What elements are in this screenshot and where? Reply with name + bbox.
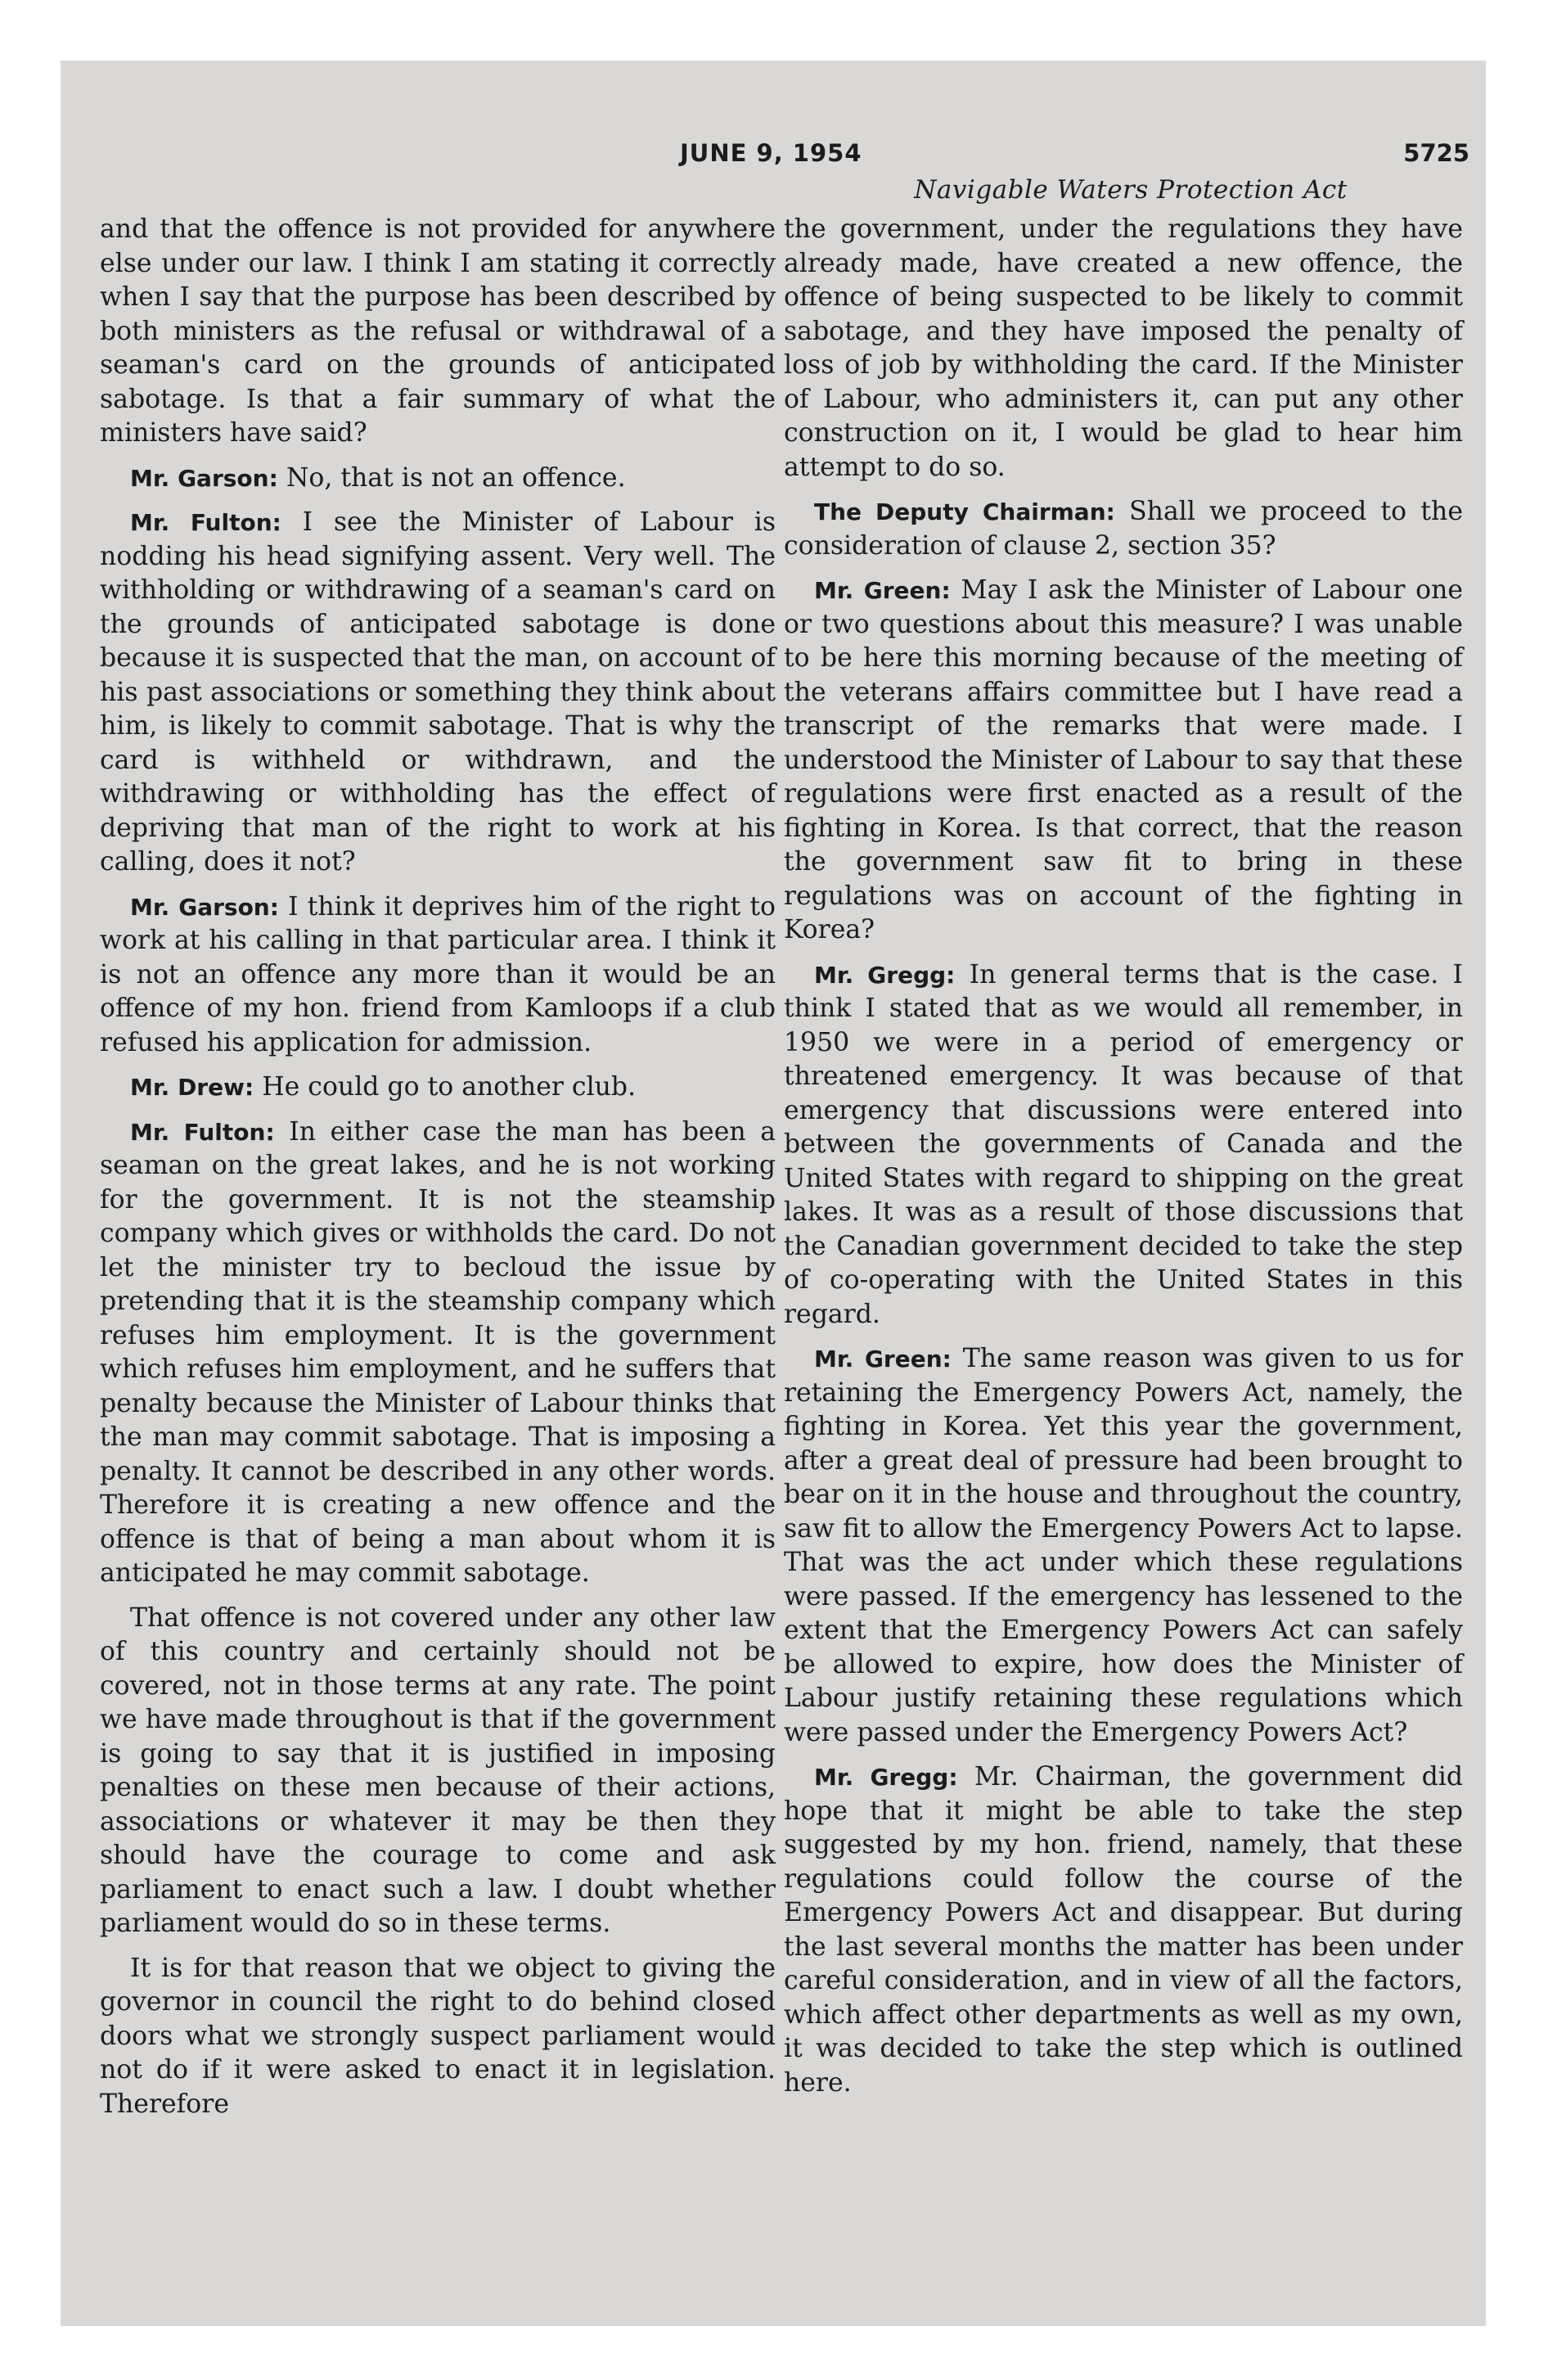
paragraph-text: I think it deprives him of the right to work at his calling in that particular area. I think it is not an offence any more than it would be an offence of my hon. friend from Kamloops if a club refused his application for admission. [100,891,776,1057]
paragraph-text: In general terms that is the case. I think I stated that as we would all remember, in 1950 we were in a period of emergency or threatened emergency. It was because of that emergency that discussions were entered into between the governments of Canada and the United States with regard to shipping on the great lakes. It was as a result of those discussions that the Canadian government decided to take the step of co-operating with the United States in this regard. [784,959,1463,1329]
right-column [784,213,1463,2111]
paragraph-text: He could go to another club. [262,1072,637,1102]
running-title: Navigable Waters Protection Act [914,175,1348,205]
paragraph-text: the government, under the regulations they have already made, have created a new offence, the offence of being suspected to be likely to commit sabotage, and they have imposed the penalty of loss of job by withholding the card. If the Minister of Labour, who administers it, can put any other construction on it, I would be glad to hear him attempt to do so. [784,214,1463,482]
left-column [100,213,776,2132]
paragraph [100,1952,776,2122]
paragraph [784,1760,1463,2100]
paragraph [784,213,1463,485]
page-header [79,131,1469,205]
paragraph [784,1342,1463,1750]
hansard-page [79,131,1469,2300]
speaker-name: Mr. Fulton: [130,509,281,536]
paragraph [100,213,776,451]
speaker-name: Mr. Garson: [130,893,279,921]
paragraph [784,495,1463,563]
paragraph-text: It is for that reason that we object to giving the governor in council the right to do behind closed doors what we strongly suspect parliament would not do if it were asked to enact it in legislation. Therefore [100,1953,776,2119]
paragraph-text: Shall we proceed to the consideration of clause 2, section 35? [784,497,1463,561]
speaker-name: Mr. Gregg: [814,1764,958,1791]
paragraph-text: and that the offence is not provided for anywhere else under our law. I think I am stating it correctly when I say that the purpose has been described by both ministers as the refusal or withdrawal of a seaman's card on the grounds of anticipated sabotage. Is that a fair summary of what the ministers have said? [100,214,776,448]
paragraph [100,462,776,496]
paragraph-text: That offence is not covered under any other law of this country and certainly should not be covered, not in those terms at any rate. The point we have made throughout is that if the government is going to say that it is justified in imposing penalties on these men because of their actions, associations or whatever it may be then they should have the courage to come and ask parliament to enact such a law. I doubt whether parliament would do so in these terms. [100,1602,776,1938]
paragraph [784,574,1463,948]
speaker-name: Mr. Gregg: [814,961,956,989]
paragraph-text: May I ask the Minister of Labour one or two questions about this measure? I was unable to be here this morning because of the meeting of the veterans affairs committee but I have read a transcript of the remarks that were made. I understood the Minister of Labour to say that these regulations were first enacted as a result of the fighting in Korea. Is that correct, that the reason the government saw fit to bring in these regulations was on account of the fighting in Korea? [784,575,1464,944]
paragraph [100,1602,776,1941]
speaker-name: Mr. Garson: [130,464,278,492]
paragraph-text: I see the Minister of Labour is nodding his head signifying assent. Very well. The withholding or withdrawing of a seaman's card on the grounds of anticipated sabotage is done because it is suspected that the man, on account of his past associations or something they think about him, is likely to commit sabotage. That is why the card is withheld or withdrawn, and the withdrawing or withholding has the effect of depriving that man of the right to work at his calling, does it not? [100,507,776,877]
speaker-name: Mr. Drew: [130,1074,254,1101]
paragraph-text: Mr. Chairman, the government did hope that it might be able to take the step suggested by my hon. friend, namely, that these regulations could follow the course of the Emergency Powers Act and disappear. But during the last several months the matter has been under careful consideration, and in view of all the factors, which affect other departments as well as my own, it was decided to take the step which is outlined here. [784,1762,1463,2098]
paragraph [100,890,776,1061]
paragraph-text: The same reason was given to us for retaining the Emergency Powers Act, namely, the fighting in Korea. Yet this year the government, after a great deal of pressure had been brought to bear on it in the house and throughout the country, saw fit to allow the Emergency Powers Act to lapse. That was the act under which these regulations were passed. If the emergency has lessened to the extent that the Emergency Powers Act can safely be allowed to expire, how does the Minister of Labour justify retaining these regulations which were passed under the Emergency Powers Act? [784,1344,1463,1747]
page-date: JUNE 9, 1954 [680,139,862,167]
paragraph [100,506,776,880]
paragraph [100,1116,776,1591]
paragraph [100,1071,776,1105]
page-number: 5725 [1403,139,1469,167]
speaker-name: Mr. Green: [814,577,951,604]
paragraph-text: In either case the man has been a seaman on the great lakes, and he is not working for the government. It is not the steamship company which gives or withholds the card. Do not let the minister try to becloud the issue by pretending that it is the steamship company which refuses him employment. It is the government which refuses him employment, and he suffers that penalty because the Minister of Labour thinks that the man may commit sabotage. That is imposing a penalty. It cannot be described in any other words. Therefore it is creating a new offence and the offence is that of being a man about whom it is anticipated he may commit sabotage. [100,1116,776,1588]
paragraph [784,958,1463,1332]
speaker-name: Mr. Fulton: [130,1118,275,1146]
paragraph-text: No, that is not an offence. [286,462,626,493]
speaker-name: Mr. Green: [814,1346,952,1373]
speaker-name: The Deputy Chairman: [814,498,1115,525]
